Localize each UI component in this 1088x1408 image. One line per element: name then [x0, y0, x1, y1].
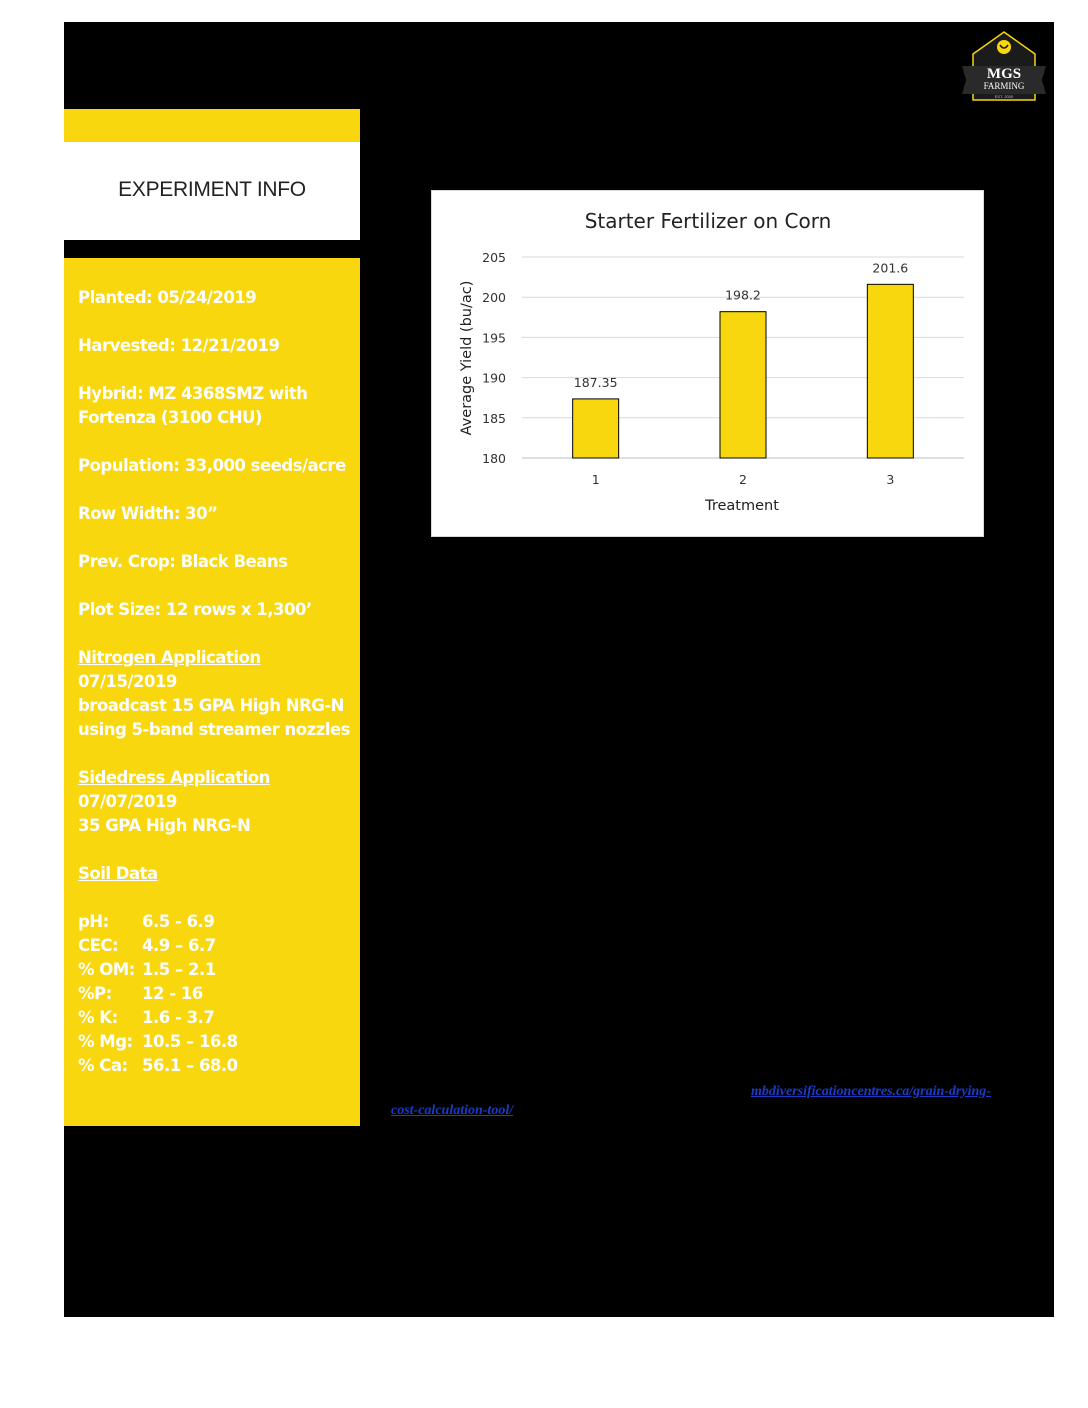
y-tick-label: 180: [482, 451, 506, 466]
nitrogen-date: 07/15/2019: [78, 672, 177, 691]
soil-value: 6.5 - 6.9: [142, 912, 215, 931]
experiment-info-sidebar: [64, 258, 360, 1126]
x-tick-label: 1: [591, 472, 600, 487]
data-label: 201.6: [872, 260, 909, 276]
sidedress-date: 07/07/2019: [78, 792, 177, 811]
soil-key: %P:: [78, 984, 112, 1003]
data-label: 187.35: [573, 374, 618, 390]
nitrogen-line-1: broadcast 15 GPA High NRG-N: [78, 696, 344, 715]
logo-farming-text: FARMING: [983, 81, 1025, 91]
soil-key: % OM:: [78, 960, 135, 979]
accent-strip: [64, 109, 360, 142]
bar: [573, 399, 619, 458]
soil-value: 1.6 - 3.7: [142, 1008, 215, 1027]
soil-value: 10.5 – 16.8: [142, 1032, 238, 1051]
y-tick-labels: [482, 250, 506, 466]
soil-key: % Mg:: [78, 1032, 133, 1051]
y-tick-label: 185: [482, 410, 506, 426]
plot-size: Plot Size: 12 rows x 1,300’: [78, 600, 312, 619]
soil-key: pH:: [78, 912, 109, 931]
x-tick-label: 3: [886, 472, 895, 487]
chart-svg: [432, 191, 983, 536]
logo-est-text: EST. 2000: [994, 94, 1014, 99]
soil-row-cec: [78, 934, 354, 958]
soil-key: % K:: [78, 1008, 118, 1027]
soil-row-p: [78, 982, 354, 1006]
nitrogen-application-heading: Nitrogen Application: [78, 648, 261, 667]
experiment-info-title: EXPERIMENT INFO: [118, 178, 306, 201]
grain-drying-link-line-1[interactable]: mbdiversificationcentres.ca/grain-drying-: [751, 1084, 991, 1099]
y-tick-label: 205: [482, 250, 506, 265]
soil-value: 1.5 – 2.1: [142, 960, 216, 979]
bar: [720, 312, 766, 458]
x-tick-labels: [592, 472, 895, 487]
y-tick-label: 190: [482, 370, 506, 386]
nitrogen-line-2: using 5-band streamer nozzles: [78, 720, 350, 739]
soil-row-ca: [78, 1054, 354, 1078]
soil-row-om: [78, 958, 354, 982]
y-tick-label: 200: [482, 290, 506, 306]
bar: [867, 284, 913, 458]
soil-key: % Ca:: [78, 1056, 128, 1075]
data-label: 198.2: [725, 287, 761, 303]
soil-value: 56.1 – 68.0: [142, 1056, 238, 1075]
grain-drying-link-line-2[interactable]: cost-calculation-tool/: [391, 1103, 514, 1118]
previous-crop: Prev. Crop: Black Beans: [78, 552, 288, 571]
population: Population: 33,000 seeds/acre: [78, 456, 346, 475]
planted-date: Planted: 05/24/2019: [78, 288, 257, 307]
hybrid-line-2: Fortenza (3100 CHU): [78, 408, 262, 427]
soil-value: 4.9 – 6.7: [142, 936, 216, 955]
bars: [573, 284, 914, 458]
logo-mgs-text: MGS: [986, 66, 1022, 82]
sidedress-application-heading: Sidedress Application: [78, 768, 270, 787]
mgs-farming-logo: [959, 30, 1049, 104]
x-tick-label: 2: [739, 472, 747, 487]
chart-title: Starter Fertilizer on Corn: [584, 209, 832, 233]
y-tick-label: 195: [482, 330, 506, 346]
row-width: Row Width: 30”: [78, 504, 218, 523]
hybrid-line-1: Hybrid: MZ 4368SMZ with: [78, 384, 308, 403]
soil-row-ph: [78, 910, 354, 934]
soil-row-mg: [78, 1030, 354, 1054]
soil-key: CEC:: [78, 936, 119, 955]
harvested-date: Harvested: 12/21/2019: [78, 336, 280, 355]
yield-chart: [431, 190, 984, 537]
logo-emblem-icon: [997, 40, 1011, 54]
soil-data-heading: Soil Data: [78, 864, 158, 883]
soil-row-k: [78, 1006, 354, 1030]
experiment-details: [78, 286, 354, 1078]
soil-value: 12 - 16: [142, 984, 203, 1003]
x-axis-label: Treatment: [705, 498, 779, 514]
sidedress-line: 35 GPA High NRG-N: [78, 816, 251, 835]
y-axis-label: Average Yield (bu/ac): [459, 280, 475, 436]
experiment-info-header: [64, 142, 360, 240]
